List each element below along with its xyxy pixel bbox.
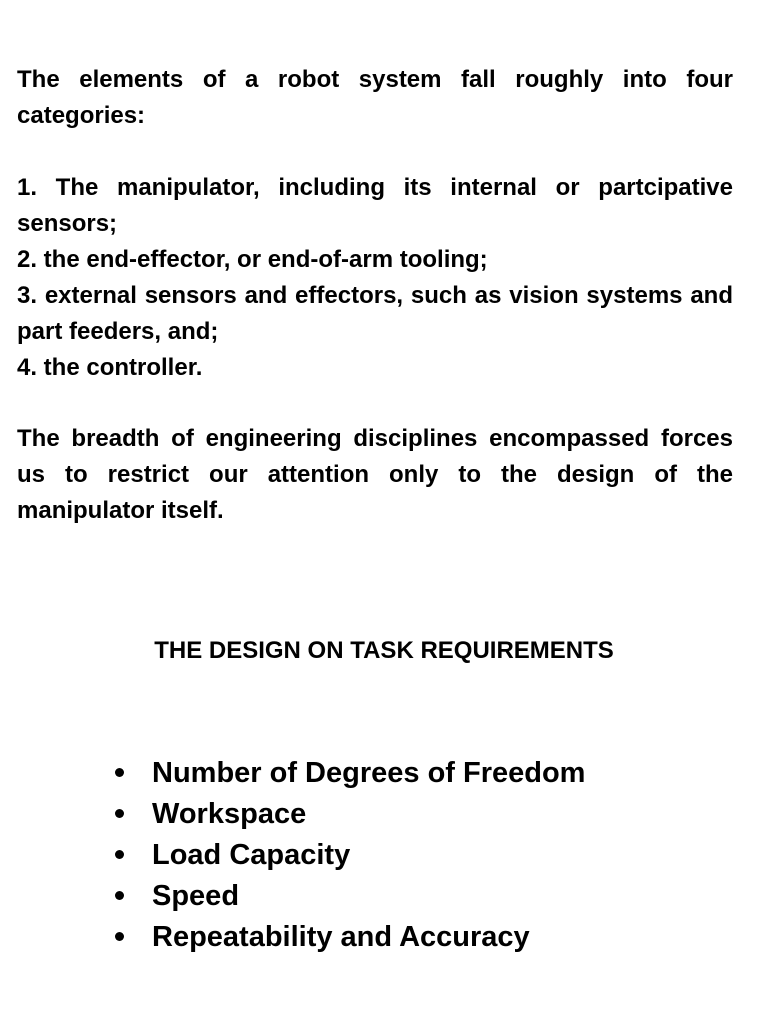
- requirement-label: Repeatability and Accuracy: [152, 921, 530, 953]
- requirement-label: Number of Degrees of Freedom: [152, 757, 586, 789]
- list-item: 3. external sensors and effectors, such as vision systems and part feeders, and;: [17, 282, 733, 345]
- list-item: [112, 753, 732, 794]
- requirement-label: Workspace: [152, 798, 307, 830]
- list-item: [112, 835, 732, 876]
- conclusion-paragraph: The breadth of engineering disciplines encompassed forces us to restrict our attention only to the design of the manipulator itself.: [17, 425, 733, 524]
- robot-elements-list: [17, 170, 733, 386]
- section-title: THE DESIGN ON TASK REQUIREMENTS: [154, 637, 614, 664]
- list-item: 1. The manipulator, including its internal or partcipative sensors;: [17, 174, 733, 237]
- list-item: [112, 876, 732, 917]
- requirement-label: Speed: [152, 880, 240, 912]
- requirements-list: [112, 753, 732, 958]
- bullet-icon: [115, 809, 124, 818]
- requirement-label: Load Capacity: [152, 839, 351, 871]
- intro-paragraph: The elements of a robot system fall roughly into four categories:: [17, 66, 733, 129]
- list-item: [112, 917, 732, 958]
- bullet-icon: [115, 932, 124, 941]
- bullet-icon: [115, 768, 124, 777]
- list-item: 2. the end-effector, or end-of-arm tooling;: [17, 246, 488, 273]
- bullet-icon: [115, 850, 124, 859]
- bullet-icon: [115, 891, 124, 900]
- list-item: 4. the controller.: [17, 354, 203, 381]
- list-item: [112, 794, 732, 835]
